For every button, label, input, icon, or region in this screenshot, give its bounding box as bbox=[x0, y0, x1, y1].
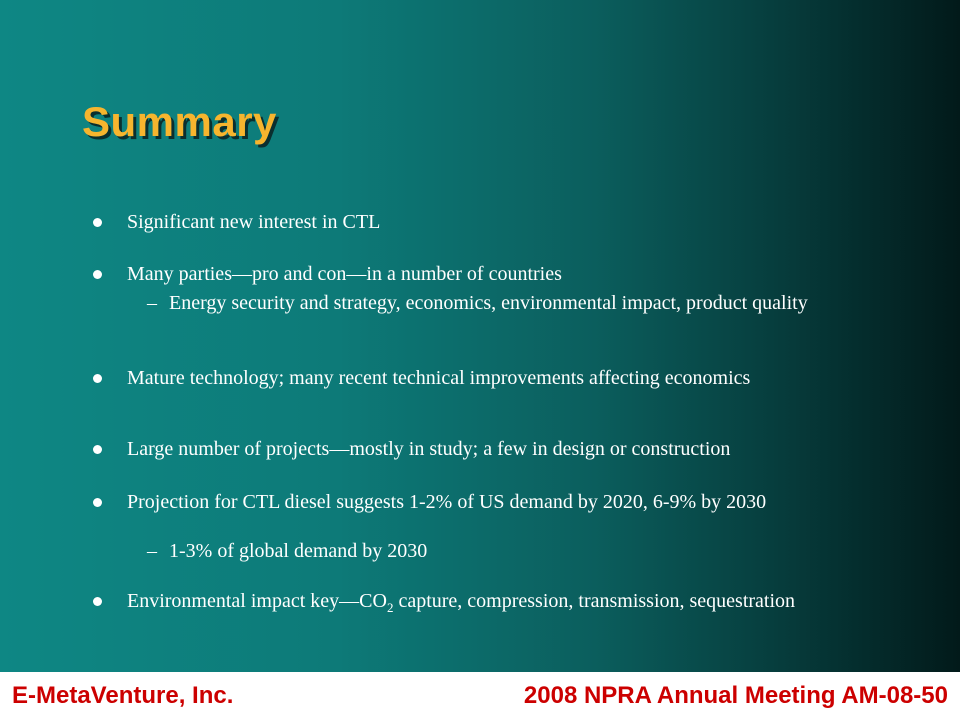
sub-bullet-text: 1-3% of global demand by 2030 bbox=[169, 540, 428, 562]
bullet-dot-icon bbox=[93, 374, 102, 383]
bullet-dot-icon bbox=[93, 270, 102, 279]
bullet-text: Large number of projects—mostly in study; a few in design or construction bbox=[127, 438, 731, 460]
sub-bullet-text: Energy security and strategy, economics, environmental impact, product quality bbox=[169, 292, 808, 314]
bullet-text: Many parties—pro and con—in a number of countries bbox=[127, 263, 562, 285]
bullet-dot-icon bbox=[93, 445, 102, 454]
bullet-dot-icon bbox=[93, 218, 102, 227]
bullet-text: Mature technology; many recent technical improvements affecting economics bbox=[127, 367, 751, 389]
dash-icon: – bbox=[147, 540, 157, 562]
bullet-dot-icon bbox=[93, 498, 102, 507]
footer-meeting: 2008 NPRA Annual Meeting AM-08-50 bbox=[523, 682, 948, 709]
subscript-two: 2 bbox=[386, 600, 394, 615]
bullet-text bbox=[127, 590, 873, 619]
footer-company: E-MetaVenture, Inc. bbox=[12, 682, 234, 709]
bullet-text-part: capture, compression, transmission, sequestration bbox=[393, 590, 796, 612]
bullet-text: Significant new interest in CTL bbox=[127, 211, 381, 233]
footer-bar bbox=[0, 672, 960, 720]
bullet-text-part: Environmental impact key—CO bbox=[127, 590, 387, 612]
slide-title: Summary bbox=[82, 98, 277, 145]
bullet-text: Projection for CTL diesel suggests 1-2% of US demand by 2020, 6-9% by 2030 bbox=[127, 491, 767, 513]
dash-icon: – bbox=[147, 292, 157, 314]
bullet-dot-icon bbox=[93, 597, 102, 606]
